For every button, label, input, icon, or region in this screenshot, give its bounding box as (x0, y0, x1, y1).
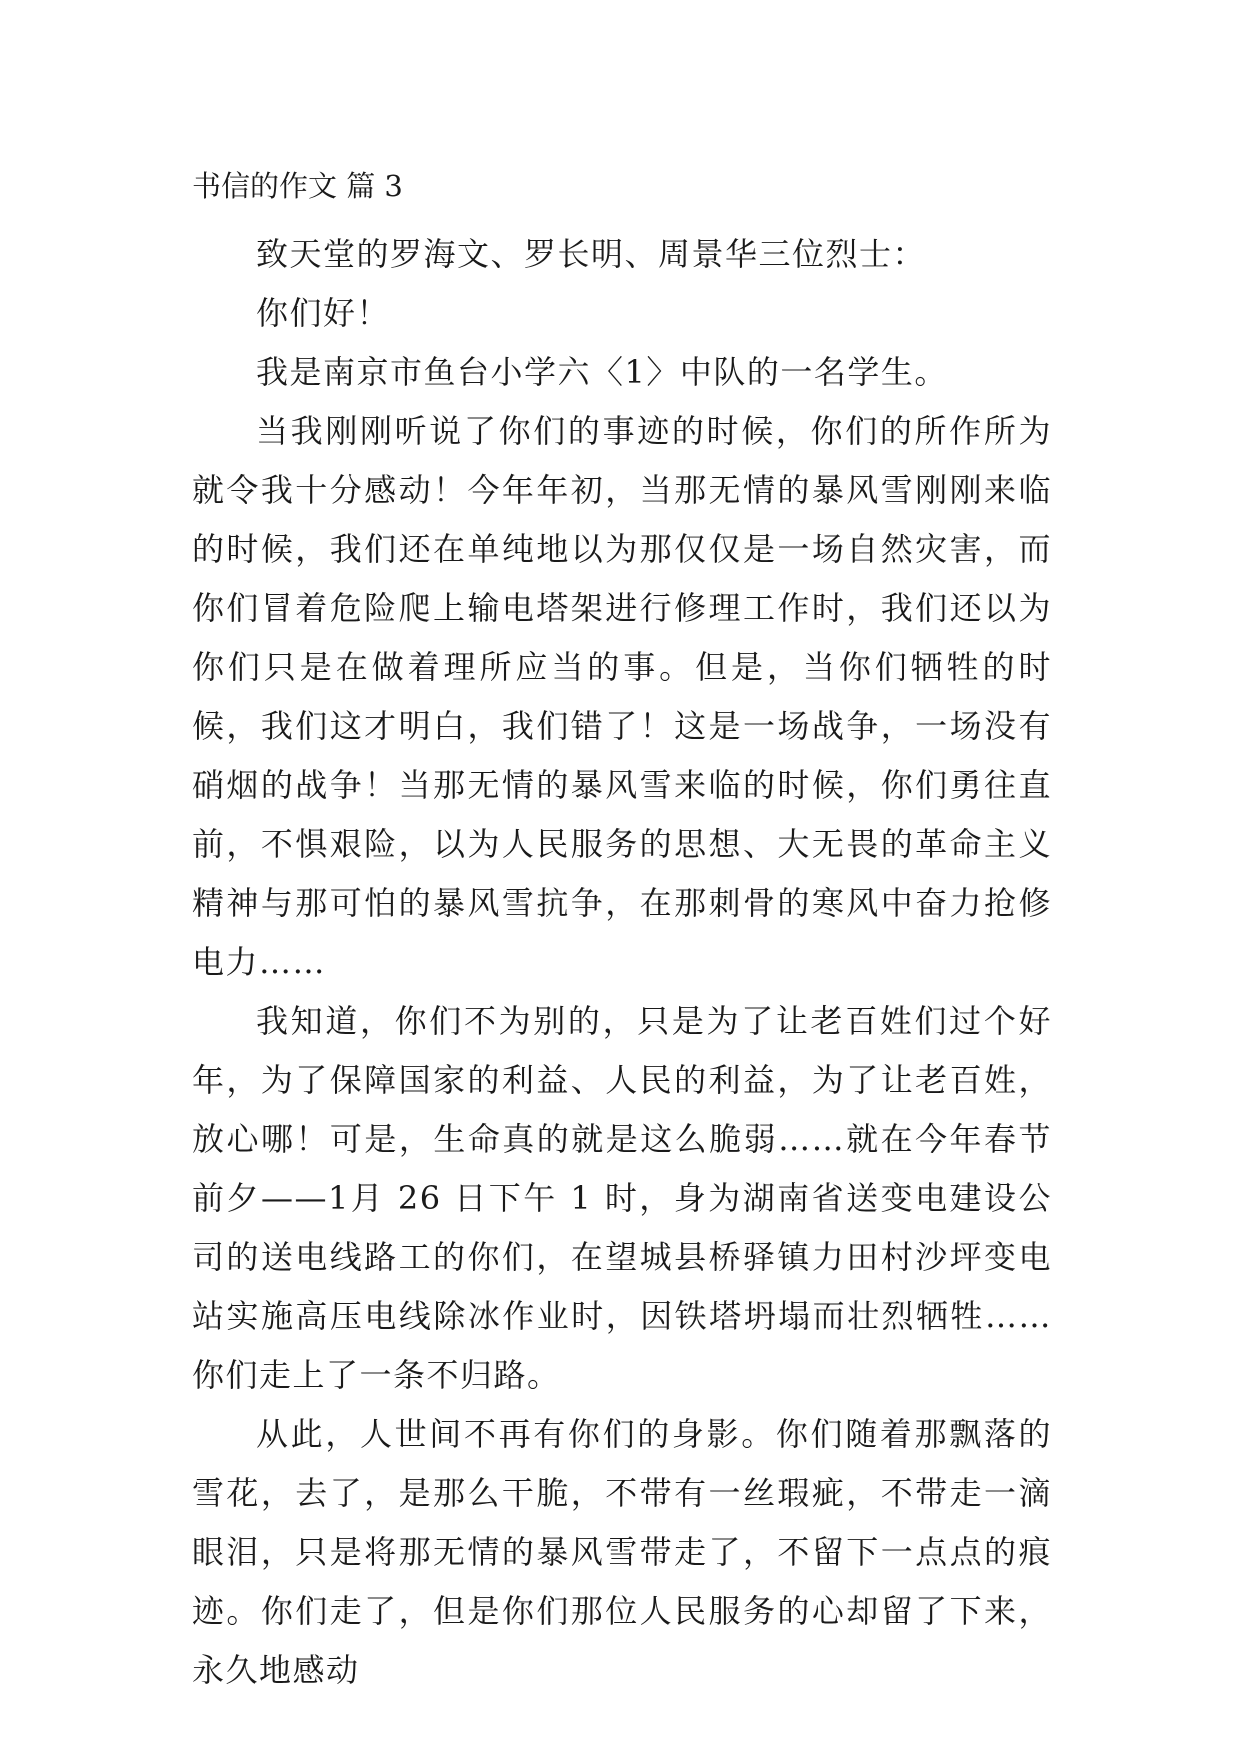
greeting: 你们好！ (256, 294, 391, 332)
body-paragraph-1: 当我刚刚听说了你们的事迹的时候，你们的所作所为就令我十分感动！今年年初，当那无情的暴风雪刚刚来临的时候，我们还在单纯地以为那仅仅是一场自然灾害，而你们冒着危险爬上输电塔架进行修理工作时，我们还以为你们只是在做着理所应当的事。但是，当你们牺牲的时候，我们这才明白，我们错了！这是一场战争，一场没有硝烟的战争！当那无情的暴风雪来临的时候，你们勇往直前，不惧艰险，以为人民服务的思想、大无畏的革命主义精神与那可怕的暴风雪抗争，在那刺骨的寒风中奋力抢修电力…… (192, 412, 1052, 981)
body-paragraph-3: 从此，人世间不再有你们的身影。你们随着那飘落的雪花，去了，是那么干脆，不带有一丝瑕疵，不带走一滴眼泪，只是将那无情的暴风雪带走了，不留下一点点的痕迹。你们走了，但是你们那位人民服务的心却留了下来，永久地感动 (192, 1415, 1052, 1689)
self-introduction: 我是南京市鱼台小学六〈1〉中队的一名学生。 (256, 353, 948, 391)
document-title: 书信的作文 篇 3 (192, 169, 403, 203)
salutation: 致天堂的罗海文、罗长明、周景华三位烈士： (256, 235, 927, 273)
document-body (192, 165, 1052, 1700)
body-paragraph-2: 我知道，你们不为别的，只是为了让老百姓们过个好年，为了保障国家的利益、人民的利益，为了让老百姓，放心哪！可是，生命真的就是这么脆弱……就在今年春节前夕——1月 26 日下午 1 时，身为湖南省送变电建设公司的送电线路工的你们，在望城县桥驿镇力田村沙坪变电站实施高压电线除冰作业时，因铁塔坍塌而壮烈牺牲……你们走上了一条不归路。 (192, 1002, 1052, 1394)
